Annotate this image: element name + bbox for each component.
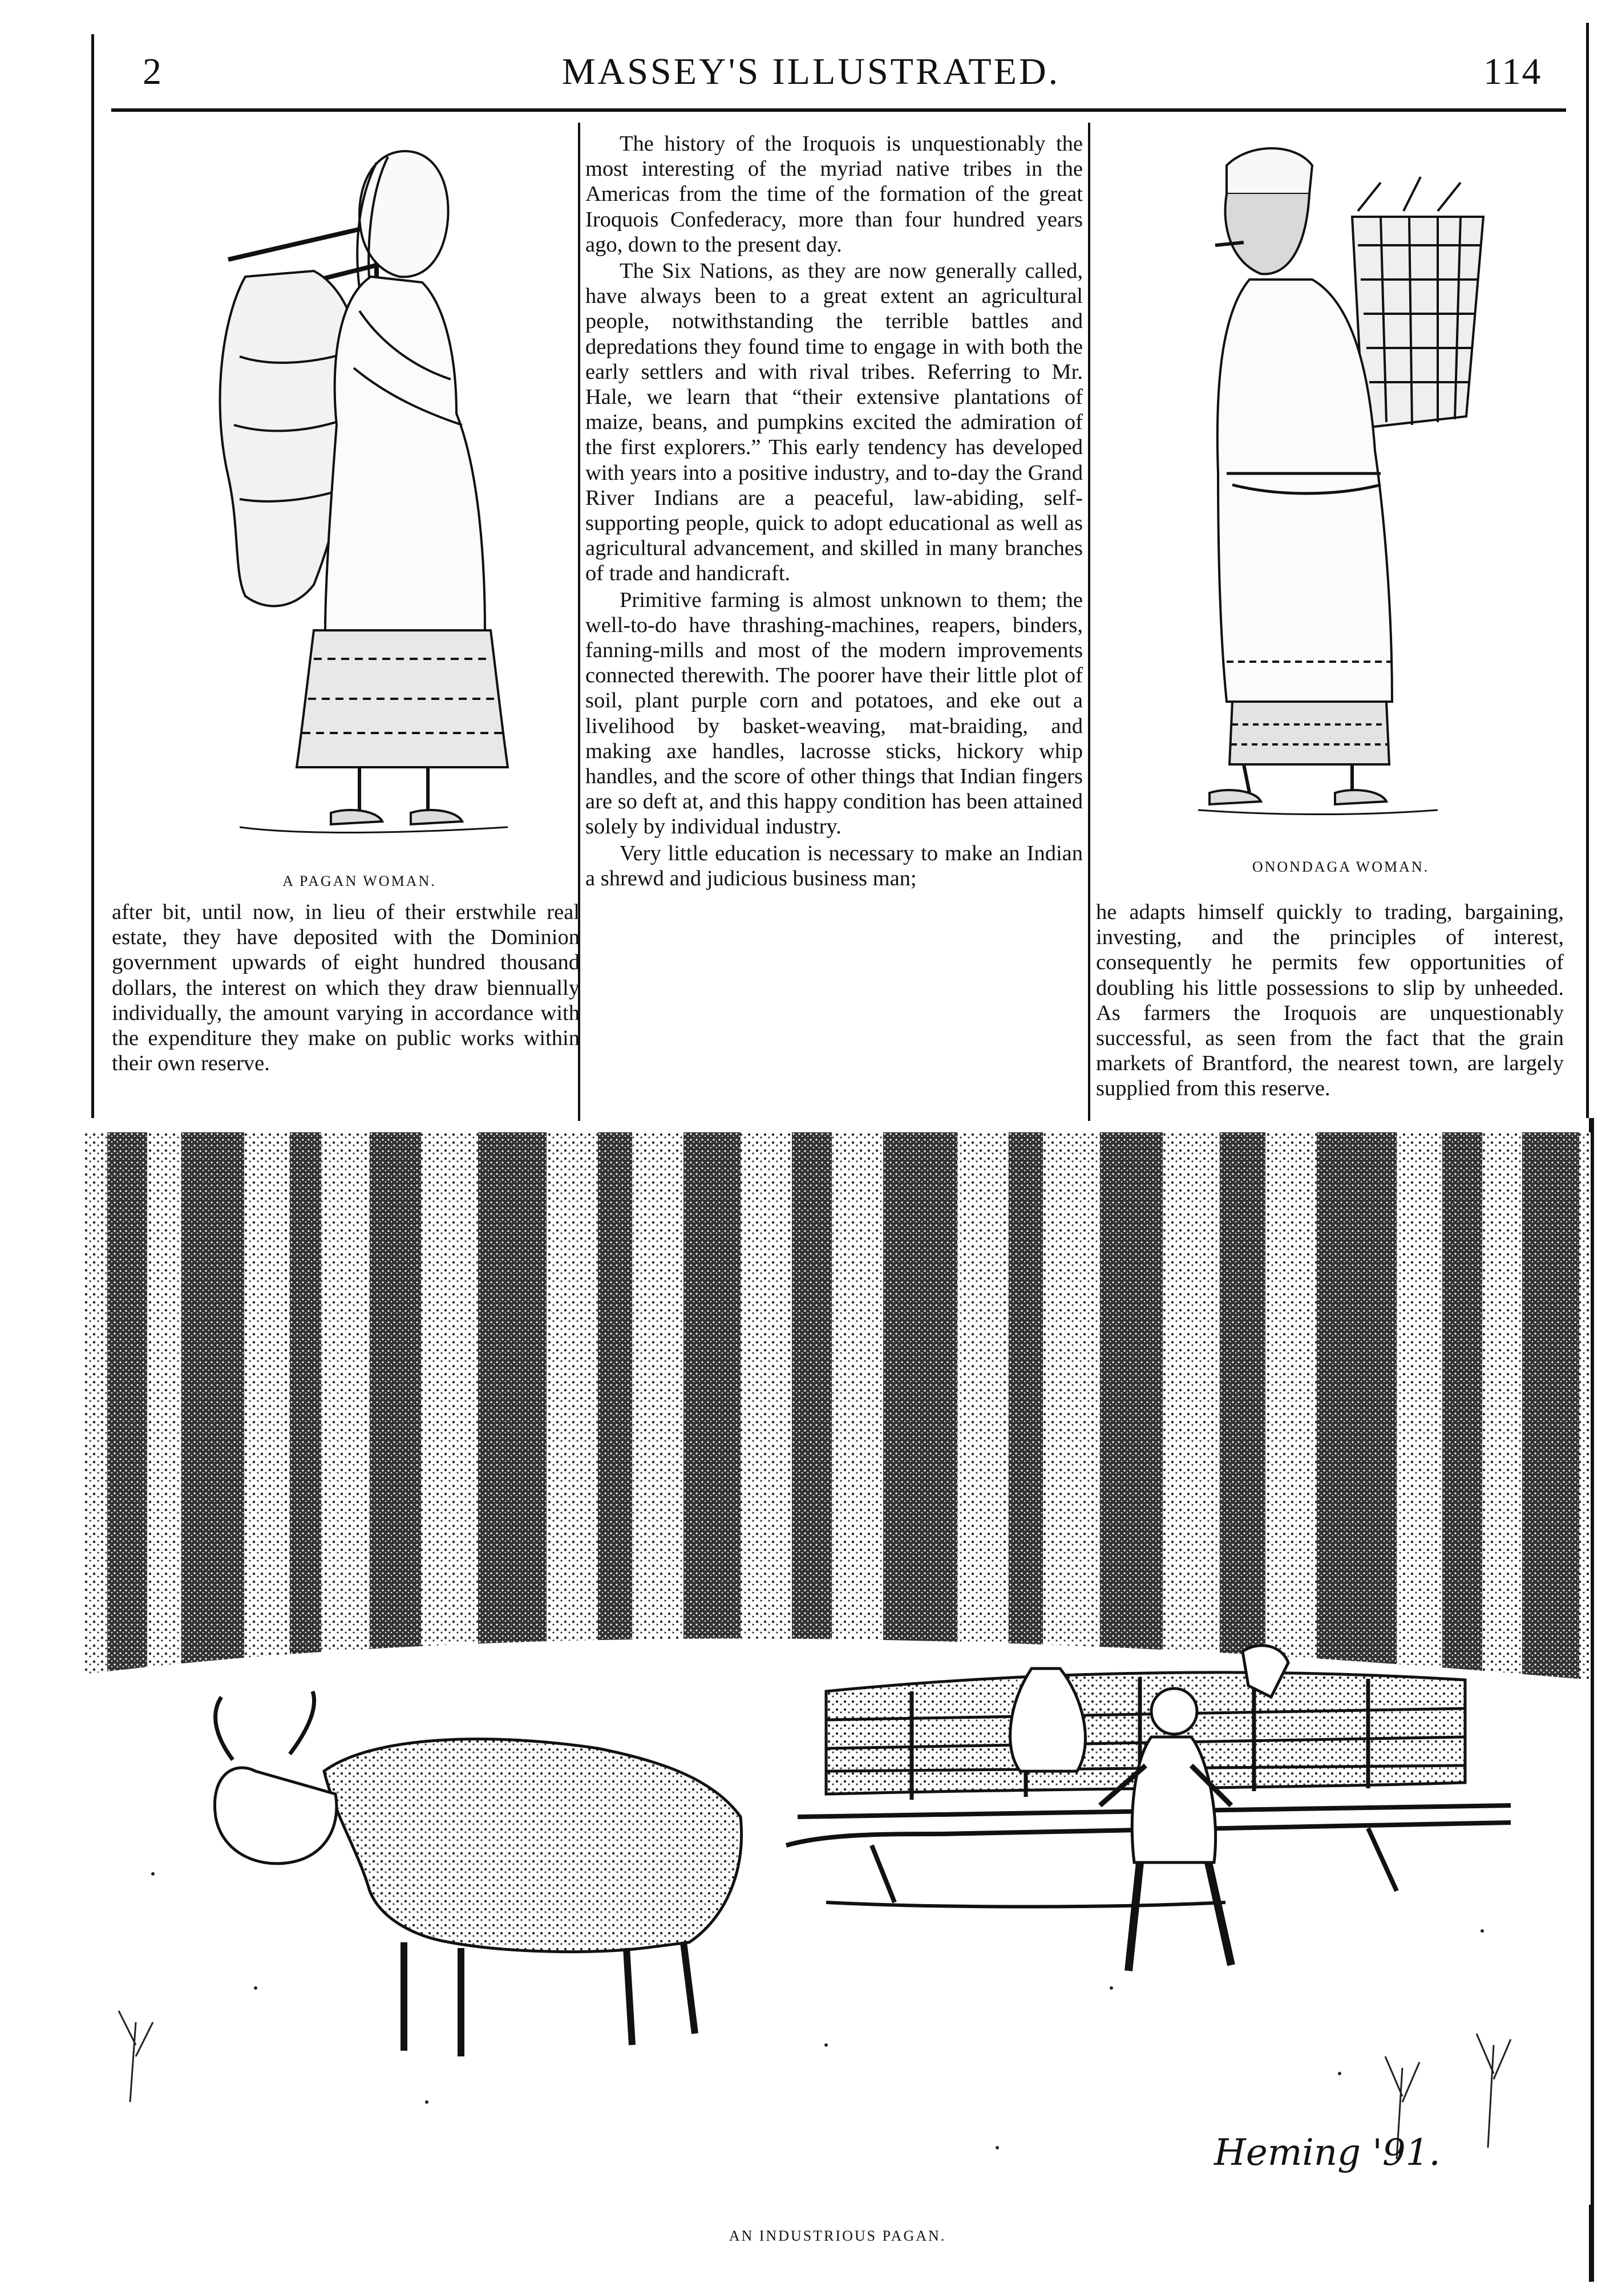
paragraph: The history of the Iroquois is unquestionably the most interesting of the myriad native tribes in the Americas from the time of the formation of the great Iroquois Confederacy, more than four hundred years ago, down to the present day. — [585, 132, 1083, 257]
paragraph: Primitive farming is almost unknown to them; the well-to-do have thrashing-machines, reapers, binders, fanning-mills and most of the modern improvements connected therewith. The poorer have their little plot of soil, plant purple corn and potatoes, and eke out a livelihood by basket-weaving, mat-braiding, and making axe handles, lacrosse sticks, hickory whip handles, and the score of other things that Indian fingers are so deft at, and this happy condition has been attained solely by individual industry. — [585, 588, 1083, 839]
page-number-left: 2 — [143, 51, 163, 92]
left-column-text — [112, 900, 580, 1077]
page-number-right: 114 — [1483, 51, 1542, 92]
column-rule-right — [1088, 123, 1090, 1121]
artist-signature: Heming '91. — [1214, 2132, 1441, 2174]
paragraph: The Six Nations, as they are now generally called, have always been to a great extent an agricultural people, notwithstanding the terrible battles and depredations they found time to engage in with both the early settlers and with rival tribes. Referring to Mr. Hale, we learn that “their extensive plantations of maize, beans, and pumpkins excited the admiration of the first explorers.” This early tendency has developed with years into a positive industry, and to-day the Grand River Indians are a peaceful, law-abiding, self-supporting people, quick to adopt educational as well as agricultural advancement, and skilled in many branches of trade and handicraft. — [585, 259, 1083, 586]
page-left-rule — [91, 34, 94, 1118]
paragraph: Very little education is necessary to make an Indian a shrewd and judicious business man; — [585, 841, 1083, 890]
header-rule — [111, 108, 1566, 112]
middle-column-text — [585, 131, 1083, 1121]
onondaga-woman-caption: ONONDAGA WOMAN. — [1252, 859, 1430, 875]
onondaga-woman-illustration — [1164, 131, 1518, 839]
page-right-rule — [1586, 23, 1589, 1118]
pagan-woman-caption: A PAGAN WOMAN. — [282, 873, 436, 889]
right-column-text — [1096, 900, 1564, 1103]
industrious-pagan-illustration — [84, 1132, 1591, 2205]
paragraph: he adapts himself quickly to trading, bargaining, investing, and the principles of interest, consequently he permits few opportunities of doubling his little possessions to slip by unheeded. As farmers the Iroquois are unquestionably successful, as seen from the fact that the grain markets of Brantford, the nearest town, are largely supplied from this reserve. — [1096, 900, 1564, 1101]
masthead-title: MASSEY'S ILLUSTRATED. — [561, 51, 1061, 92]
paragraph: after bit, until now, in lieu of their erstwhile real estate, they have deposited with the Dominion government upwards of eight hundred thousand dollars, the interest on which they draw biennually individually, the amount varying in accordance with the expenditure they make on public works within their own reserve. — [112, 900, 580, 1076]
pagan-woman-illustration — [188, 128, 531, 859]
industrious-pagan-caption: AN INDUSTRIOUS PAGAN. — [729, 2228, 946, 2244]
